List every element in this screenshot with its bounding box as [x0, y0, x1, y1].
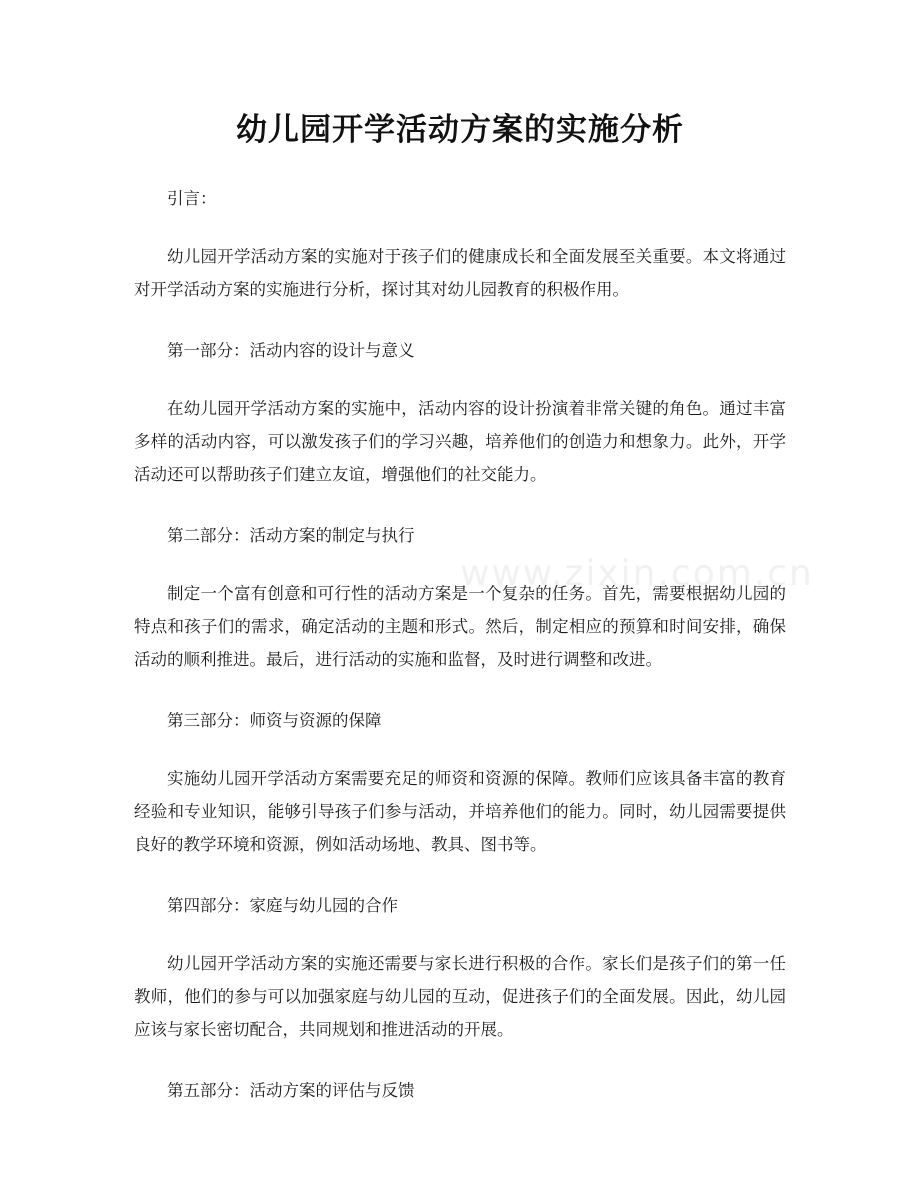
section-5-heading: 第五部分：活动方案的评估与反馈	[167, 1081, 415, 1100]
document-title: 幼儿园开学活动方案的实施分析	[236, 112, 684, 148]
watermark-text: www.zixin.com.cn	[460, 553, 814, 594]
section-2-heading: 第二部分：活动方案的制定与执行	[167, 526, 415, 545]
section-2-paragraph: 制定一个富有创意和可行性的活动方案是一个复杂的任务。首先，需要根据幼儿园的特点和孩子们的需求，确定活动的主题和形式。然后，制定相应的预算和时间安排，确保活动的顺利推进。最后，进行活动的实施和监督，及时进行调整和改进。	[134, 584, 786, 669]
intro-paragraph: 幼儿园开学活动方案的实施对于孩子们的健康成长和全面发展至关重要。本文将通过对开学活动方案的实施进行分析，探讨其对幼儿园教育的积极作用。	[134, 247, 786, 299]
section-1-paragraph: 在幼儿园开学活动方案的实施中，活动内容的设计扮演着非常关键的角色。通过丰富多样的活动内容，可以激发孩子们的学习兴趣，培养他们的创造力和想象力。此外，开学活动还可以帮助孩子们建立友谊，增强他们的社交能力。	[134, 399, 786, 484]
document-body	[134, 182, 786, 1132]
section-1-heading: 第一部分：活动内容的设计与意义	[167, 341, 415, 360]
section-3-paragraph: 实施幼儿园开学活动方案需要充足的师资和资源的保障。教师们应该具备丰富的教育经验和专业知识，能够引导孩子们参与活动，并培养他们的能力。同时，幼儿园需要提供良好的教学环境和资源，例如活动场地、教具、图书等。	[134, 769, 786, 854]
intro-heading: 引言：	[167, 189, 217, 208]
section-4-paragraph: 幼儿园开学活动方案的实施还需要与家长进行积极的合作。家长们是孩子们的第一任教师，他们的参与可以加强家庭与幼儿园的互动，促进孩子们的全面发展。因此，幼儿园应该与家长密切配合，共同规划和推进活动的开展。	[134, 954, 786, 1039]
section-4-heading: 第四部分：家庭与幼儿园的合作	[167, 896, 398, 915]
section-3-heading: 第三部分：师资与资源的保障	[167, 711, 382, 730]
